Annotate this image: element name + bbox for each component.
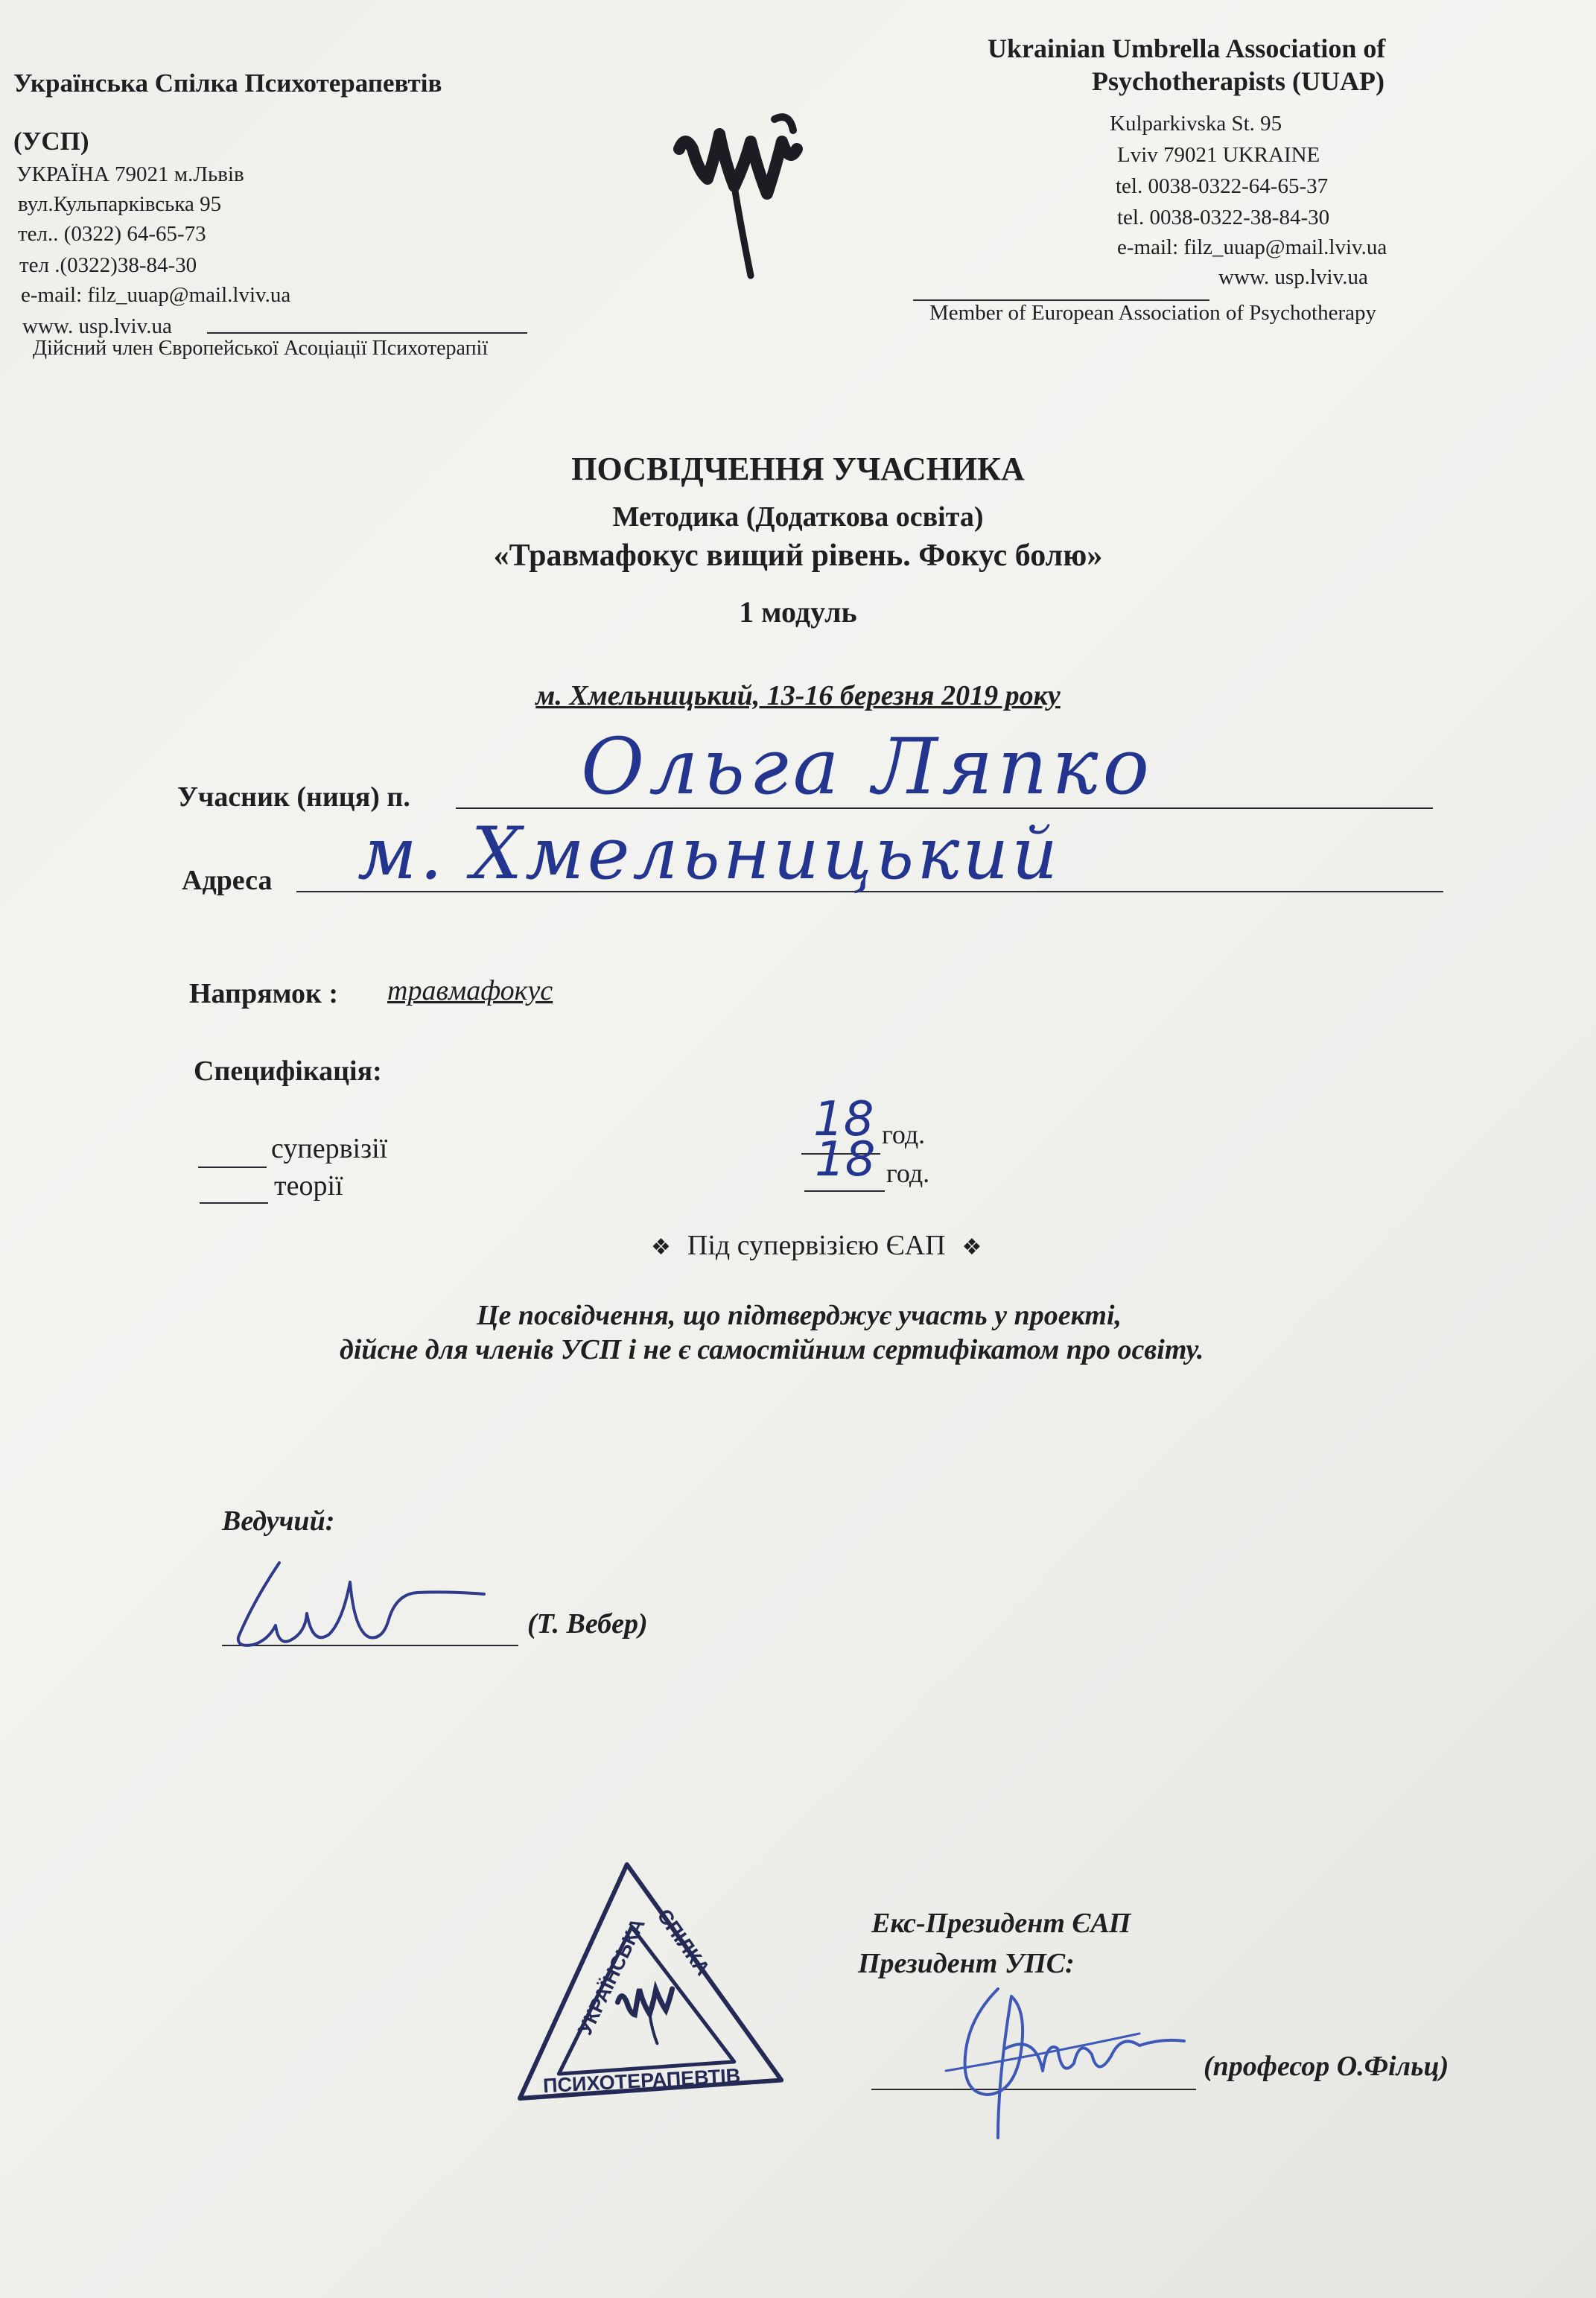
theory-hours-handwritten: 18 (815, 1132, 876, 1187)
leader-label: Ведучий: (222, 1505, 335, 1537)
disclaimer-line-1: Це посвідчення, що підтверджує участь у проекті, (477, 1300, 1122, 1331)
address-handwritten: м. Хмельницький (357, 812, 1061, 895)
phone1-ua: тел.. (0322) 64-65-73 (18, 222, 206, 246)
place-date: м. Хмельницький, 13-16 березня 2019 року (535, 680, 1061, 711)
street-ua: вул.Кульпарківська 95 (18, 192, 222, 216)
diamond-right-icon: ❖ (961, 1234, 982, 1260)
course-name: «Травмафокус вищий рівень. Фокус болю» (493, 539, 1103, 573)
street-en: Kulparkivska St. 95 (1110, 112, 1282, 136)
city-en: Lviv 79021 UKRAINE (1117, 143, 1320, 167)
website-ua: www. usp.lviv.ua (22, 314, 172, 338)
org-abbr-ua: (УСП) (13, 127, 89, 156)
phone2-en: tel. 0038-0322-38-84-30 (1117, 206, 1330, 229)
president-signature-icon (916, 1967, 1199, 2145)
supervision-hours-handwritten: 18 (813, 1092, 874, 1147)
document-title: ПОСВІДЧЕННЯ УЧАСНИКА (571, 451, 1025, 487)
stamp-bottom-text: ПСИХОТЕРАПЕВТІВ (542, 2064, 741, 2098)
leader-signature-icon (223, 1557, 506, 1654)
participant-handwritten: Ольга Ляпко (581, 721, 1154, 812)
address-label: Адреса (182, 865, 273, 896)
supervision-note-text: Під супервізією ЄАП (687, 1230, 946, 1261)
theory-label: теорії (274, 1170, 343, 1202)
direction-value: травмафокус (387, 975, 553, 1006)
email-ua: e-mail: filz_uuap@mail.lviv.ua (21, 283, 291, 307)
specification-label: Специфікація: (194, 1056, 382, 1087)
address-line-ua: УКРАЇНА 79021 м.Львів (16, 162, 244, 186)
usp-logo-icon (663, 89, 827, 283)
organization-stamp (500, 1848, 788, 2116)
diamond-left-icon: ❖ (651, 1234, 671, 1260)
email-en: e-mail: filz_uuap@mail.lviv.ua (1117, 235, 1387, 259)
stamp-left-text: УКРАЇНСЬКА (573, 1914, 649, 2039)
org-name-en-1: Ukrainian Umbrella Association of (988, 34, 1386, 63)
membership-en: Member of European Association of Psychotherapy (929, 301, 1376, 325)
stamp-right-text: СПІЛКА (652, 1905, 715, 1980)
president-title-2: Президент УПС: (858, 1948, 1075, 1979)
participant-label: Учасник (ниця) п. (177, 781, 410, 813)
supervision-hours-unit: год. (882, 1120, 926, 1149)
theory-hours-line (804, 1190, 885, 1192)
leader-name: (Т. Вебер) (527, 1608, 648, 1640)
theory-hours-unit: год. (886, 1158, 930, 1188)
president-title-1: Екс-Президент ЄАП (871, 1908, 1131, 1939)
supervision-blank (198, 1167, 267, 1168)
membership-ua: Дійсний член Європейської Асоціації Психотерапії (33, 337, 489, 360)
theory-blank (200, 1202, 268, 1204)
phone2-ua: тел .(0322)38-84-30 (19, 253, 197, 277)
header-left-rule (207, 332, 527, 334)
supervision-note (651, 1229, 982, 1262)
disclaimer-line-2: дійсне для членів УСП і не є самостійним сертифікатом про освіту. (340, 1334, 1204, 1365)
supervision-label: супервізії (271, 1133, 388, 1164)
stamp-logo-icon (617, 1987, 674, 2016)
website-en: www. usp.lviv.ua (1218, 265, 1368, 289)
phone1-en: tel. 0038-0322-64-65-37 (1116, 174, 1329, 198)
direction-label: Напрямок : (189, 978, 339, 1009)
org-name-en-2: Psychotherapists (UUAP) (1092, 66, 1384, 96)
org-name-ua: Українська Спілка Психотерапевтів (13, 69, 442, 98)
module-line: 1 модуль (739, 595, 857, 629)
method-line: Методика (Додаткова освіта) (612, 501, 984, 533)
president-name: (професор О.Фільц) (1204, 2051, 1449, 2082)
